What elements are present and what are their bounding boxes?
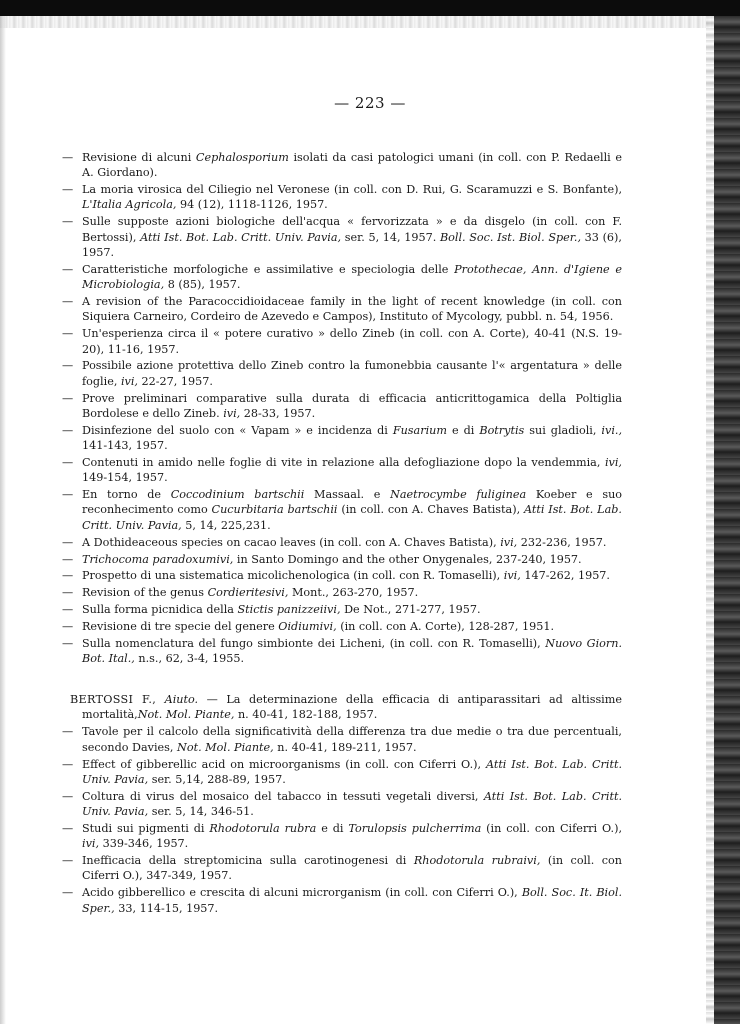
entry-dash: — [62,535,74,549]
entry-text: isolati da casi patologici umani (in coll. con P. Redaelli e A. Giordano). [82,151,622,180]
entry-italic-text: Torulopsis pulcherrima [348,821,482,835]
entry-dash: — [62,391,74,405]
entry-dash: — [62,359,74,373]
entry-dash: — [62,295,74,309]
entry-dash: — [62,569,74,583]
entry-text: e di [446,423,480,437]
author-first-journal: Not. Mol. Piante, [137,708,235,722]
entry-italic-text: ivi., [601,423,623,437]
entry-text: (in coll. con Ciferri O.), [82,854,622,883]
entry-text: ser. 5,14, 288-89, 1957. [148,772,286,786]
entry-italic-text: ivi, [319,620,337,634]
entry-dash: — [62,854,74,868]
bibliography-entry [62,358,622,389]
entry-text: Revisione di alcuni [82,151,196,164]
bibliography-entry [62,619,622,634]
entry-dash: — [62,620,74,634]
entry-text: Acido gibberellico e crescita di alcuni microrganism (in coll. con Ciferri O.), [82,886,522,900]
entry-text: 141-143, 1957. [82,439,168,453]
entry-dash: — [62,603,74,617]
entry-italic-text: Atti Ist. Bot. Lab. Critt. Univ. Pavia, [82,789,623,819]
entry-text: Coltura di virus del mosaico del tabacco in tessuti vegetali diversi, [82,789,484,803]
entry-italic-text: Cucurbitaria bartschii [211,503,338,517]
entry-text: Sulla forma picnidica della [82,603,238,617]
entry-dash: — [62,262,74,276]
author-name: BERTOSSI F., [70,693,157,707]
entry-text: (in coll. con A. Chaves Batista), [337,503,524,517]
entry-text: 28-33, 1957. [240,406,316,420]
entry-text: Inefficacia della streptomicina sulla carotinogenesi di [82,854,414,868]
entry-text: Revision of the genus [82,586,208,600]
bibliography-entry [62,885,622,916]
entry-text: A revision of the Paracoccidioidaceae family in the light of recent knowledge (in coll. con Siquiera Carneiro, Cordeiro de Azevedo e Campos), Instituto of Mycology, pubbl. n. 54, 1956. [82,295,622,324]
entry-text: Prove preliminari comparative sulla durata di efficacia anticrittogamica della Poltiglia Bordolese e dello Zineb. [82,391,622,420]
bibliography-entry [62,853,622,884]
entry-italic-text: ivi, [120,374,138,388]
entry-dash: — [62,757,74,771]
scan-border-top [0,0,740,16]
entry-italic-text: Nuovo Giorn. Bot. Ital., [82,637,623,666]
entry-text: 8 (85), 1957. [164,278,241,292]
entry-text: De Not., [340,603,395,617]
entry-dash: — [62,183,74,197]
bibliography-entry [62,636,622,667]
entry-dash: — [62,455,74,469]
entry-italic-text: ivi, [271,586,289,600]
entry-dash: — [62,488,74,502]
entry-text: Effect of gibberellic acid on microorganisms (in coll. con Ciferri O.), [82,757,486,771]
entry-italic-text: Coccodinium bartschii [170,488,305,502]
entry-text: ser. 5, 14, 346-51. [148,805,254,819]
entry-text: n. 40-41, 189-211, 1957. [273,740,417,754]
entry-text: Un'esperienza circa il « potere curativo » dello Zineb (in coll. con A. Corte), 40-41 (N.S. 19-20), 11-16, 1957. [82,327,622,356]
entry-text: 237-240, 1957. [495,552,582,566]
entry-text: Prospetto di una sistematica micolichenologica (in coll. con R. Tomaselli), [82,569,504,583]
bibliography-entry [62,724,622,755]
entry-text: sui gladioli, [524,423,602,437]
entry-italic-text: Atti Ist. Bot. Lab. Critt. Univ. Pavia, [82,503,622,532]
entry-text: Caratteristiche morfologiche e assimilative e speciologia delle [82,262,455,276]
entry-dash: — [62,423,74,437]
entry-text: Mont., [288,586,333,600]
entry-italic-text: Rhodotorula rubra [413,854,524,868]
entry-text: Disinfezione del suolo con « Vapam » e incidenza di [82,423,393,437]
scan-page-edge-right [706,16,714,1024]
entry-text: 347-349, 1957. [146,869,232,883]
author-entry [62,692,622,723]
bibliography-entry [62,182,622,213]
entry-italic-text: ivi, [223,406,241,420]
bibliography-entry [62,552,622,567]
entry-dash: — [62,725,74,739]
entry-italic-text: ivi, [523,854,541,868]
entry-italic-text: Stictis panizzei [237,603,324,617]
entry-text: Sulla nomenclatura del fungo simbionte dei Licheni, (in coll. con R. Tomaselli), [82,637,546,650]
entry-text: (in coll. con Ciferri O.), [481,821,623,835]
entry-text: 33 (6), 1957. [82,230,622,259]
entry-italic-text: ivi, [604,455,622,469]
entry-text: En torno de [82,488,171,502]
entry-italic-text: ivi, [503,569,521,583]
entry-text: e di [316,821,349,835]
entry-text: (in coll. con A. Corte), [336,620,469,634]
bibliography-entry [62,262,622,293]
entry-dash: — [62,637,74,650]
entry-dash: — [62,789,74,803]
entry-text: 33, 114-15, 1957. [114,901,219,915]
entry-text: Tavole per il calcolo della significatività della differenza tra due medie o tra due percentuali, secondo Davies, [82,725,622,754]
author-first-details: n. 40-41, 182-188, 1957. [234,708,378,722]
entry-italic-text: Boll. Soc. Ist. Biol. Sper., [439,230,582,244]
bibliography-entry [62,423,622,454]
bibliography-entry [62,391,622,422]
entry-text: Massaal. e [304,488,391,502]
bibliography-entry [62,455,622,486]
entry-dash: — [62,215,74,229]
bibliography-entry [62,568,622,583]
entry-text: 339-346, 1957. [99,837,189,851]
entry-text: 5, 14, 225,231. [181,518,271,532]
bibliography-entry [62,789,622,820]
bibliography [62,150,622,918]
entry-text: 128-287, 1951. [468,620,555,634]
entry-dash: — [62,586,74,600]
entry-italic-text: Atti Ist. Bot. Lab. Critt. Univ. Pavia, [140,230,342,244]
author-role: Aiuto. [164,693,199,707]
entry-text: 94 (12), 1118-1126, 1957. [176,198,328,212]
entry-text: ser. 5, 14, 1957. [341,230,440,244]
entry-text: in Santo Domingo and the other Onygenales, [233,552,496,566]
entry-dash: — [62,327,74,341]
bibliography-entry [62,585,622,600]
bibliography-entry [62,150,622,181]
bibliography-entry [62,535,622,550]
entry-text: 271-277, 1957. [394,603,481,617]
entry-text: 149-154, 1957. [82,471,168,485]
entry-italic-text: ivi, [323,603,341,617]
entry-text: Contenuti in amido nelle foglie di vite in relazione alla defogliazione dopo la vendemmia, [82,455,605,469]
entry-text: Revisione di tre specie del genere [82,620,279,634]
bibliography-entry [62,821,622,852]
entry-text: Sulle supposte azioni biologiche dell'acqua « fervorizzata » e da disgelo (in coll. con F. Bertossi), [82,215,622,244]
scan-border-left [0,16,6,1024]
entry-text: La moria virosica del Ciliegio nel Veronese (in coll. con D. Rui, G. Scaramuzzi e S. Bonfante), [82,183,622,197]
entry-italic-text: Rhodotorula rubra [209,821,317,835]
entry-dash: — [62,886,74,900]
entry-text: A Dothideaceous species on cacao leaves (in coll. con A. Chaves Batista), [82,535,501,549]
entry-italic-text: Botrytis [479,423,525,437]
entry-text: n.s., 62, 3-4, 1955. [134,652,245,666]
publication-list-secondary [62,724,622,916]
section-gap [62,668,622,692]
entry-dash: — [62,821,74,835]
entry-italic-text: Naetrocymbe fuliginea [390,488,527,502]
entry-text: 263-270, 1957. [332,586,419,600]
scan-border-right [714,16,740,1024]
author-first-title: — La determinazione della efficacia di antiparassitari ad altissime mortalità, [82,693,622,722]
publication-list-primary [62,150,622,667]
entry-italic-text: L'Italia Agricola, [82,198,177,212]
entry-text: 232-236, 1957. [517,535,607,549]
entry-italic-text: ivi, [500,535,518,549]
entry-text: 22-27, 1957. [137,374,213,388]
entry-italic-text: Cordierites [207,586,272,600]
entry-italic-text: Atti Ist. Bot. Lab. Critt. Univ. Pavia, [82,757,622,786]
entry-dash: — [62,151,74,164]
page-number: — 223 — [334,94,406,112]
entry-italic-text: Oidium [278,620,320,634]
scan-noise-top [0,16,740,28]
bibliography-entry [62,294,622,325]
bibliography-entry [62,326,622,357]
entry-text: 147-262, 1957. [520,569,610,583]
entry-italic-text: Trichocoma paradoxum [82,552,217,566]
bibliography-entry [62,214,622,260]
bibliography-entry [62,757,622,788]
entry-text: Studi sui pigmenti di [82,821,210,835]
entry-text: Koeber e suo reconhecimento como [82,488,623,517]
entry-italic-text: Protothecae, Ann. d'Igiene e Microbiologia, [82,262,622,292]
entry-italic-text: ivi, [216,552,234,566]
entry-text: Possibile azione protettiva dello Zineb contro la fumonebbia causante l'« argentatura » delle foglie, [82,359,622,388]
entry-italic-text: Fusarium [392,423,447,437]
bibliography-entry [62,487,622,533]
entry-dash: — [62,552,74,566]
entry-italic-text: Boll. Soc. It. Biol. Sper., [82,886,623,915]
bibliography-entry [62,602,622,617]
entry-italic-text: Cephalosporium [195,151,289,164]
entry-italic-text: ivi, [82,837,100,851]
entry-italic-text: Not. Mol. Piante, [177,740,274,754]
